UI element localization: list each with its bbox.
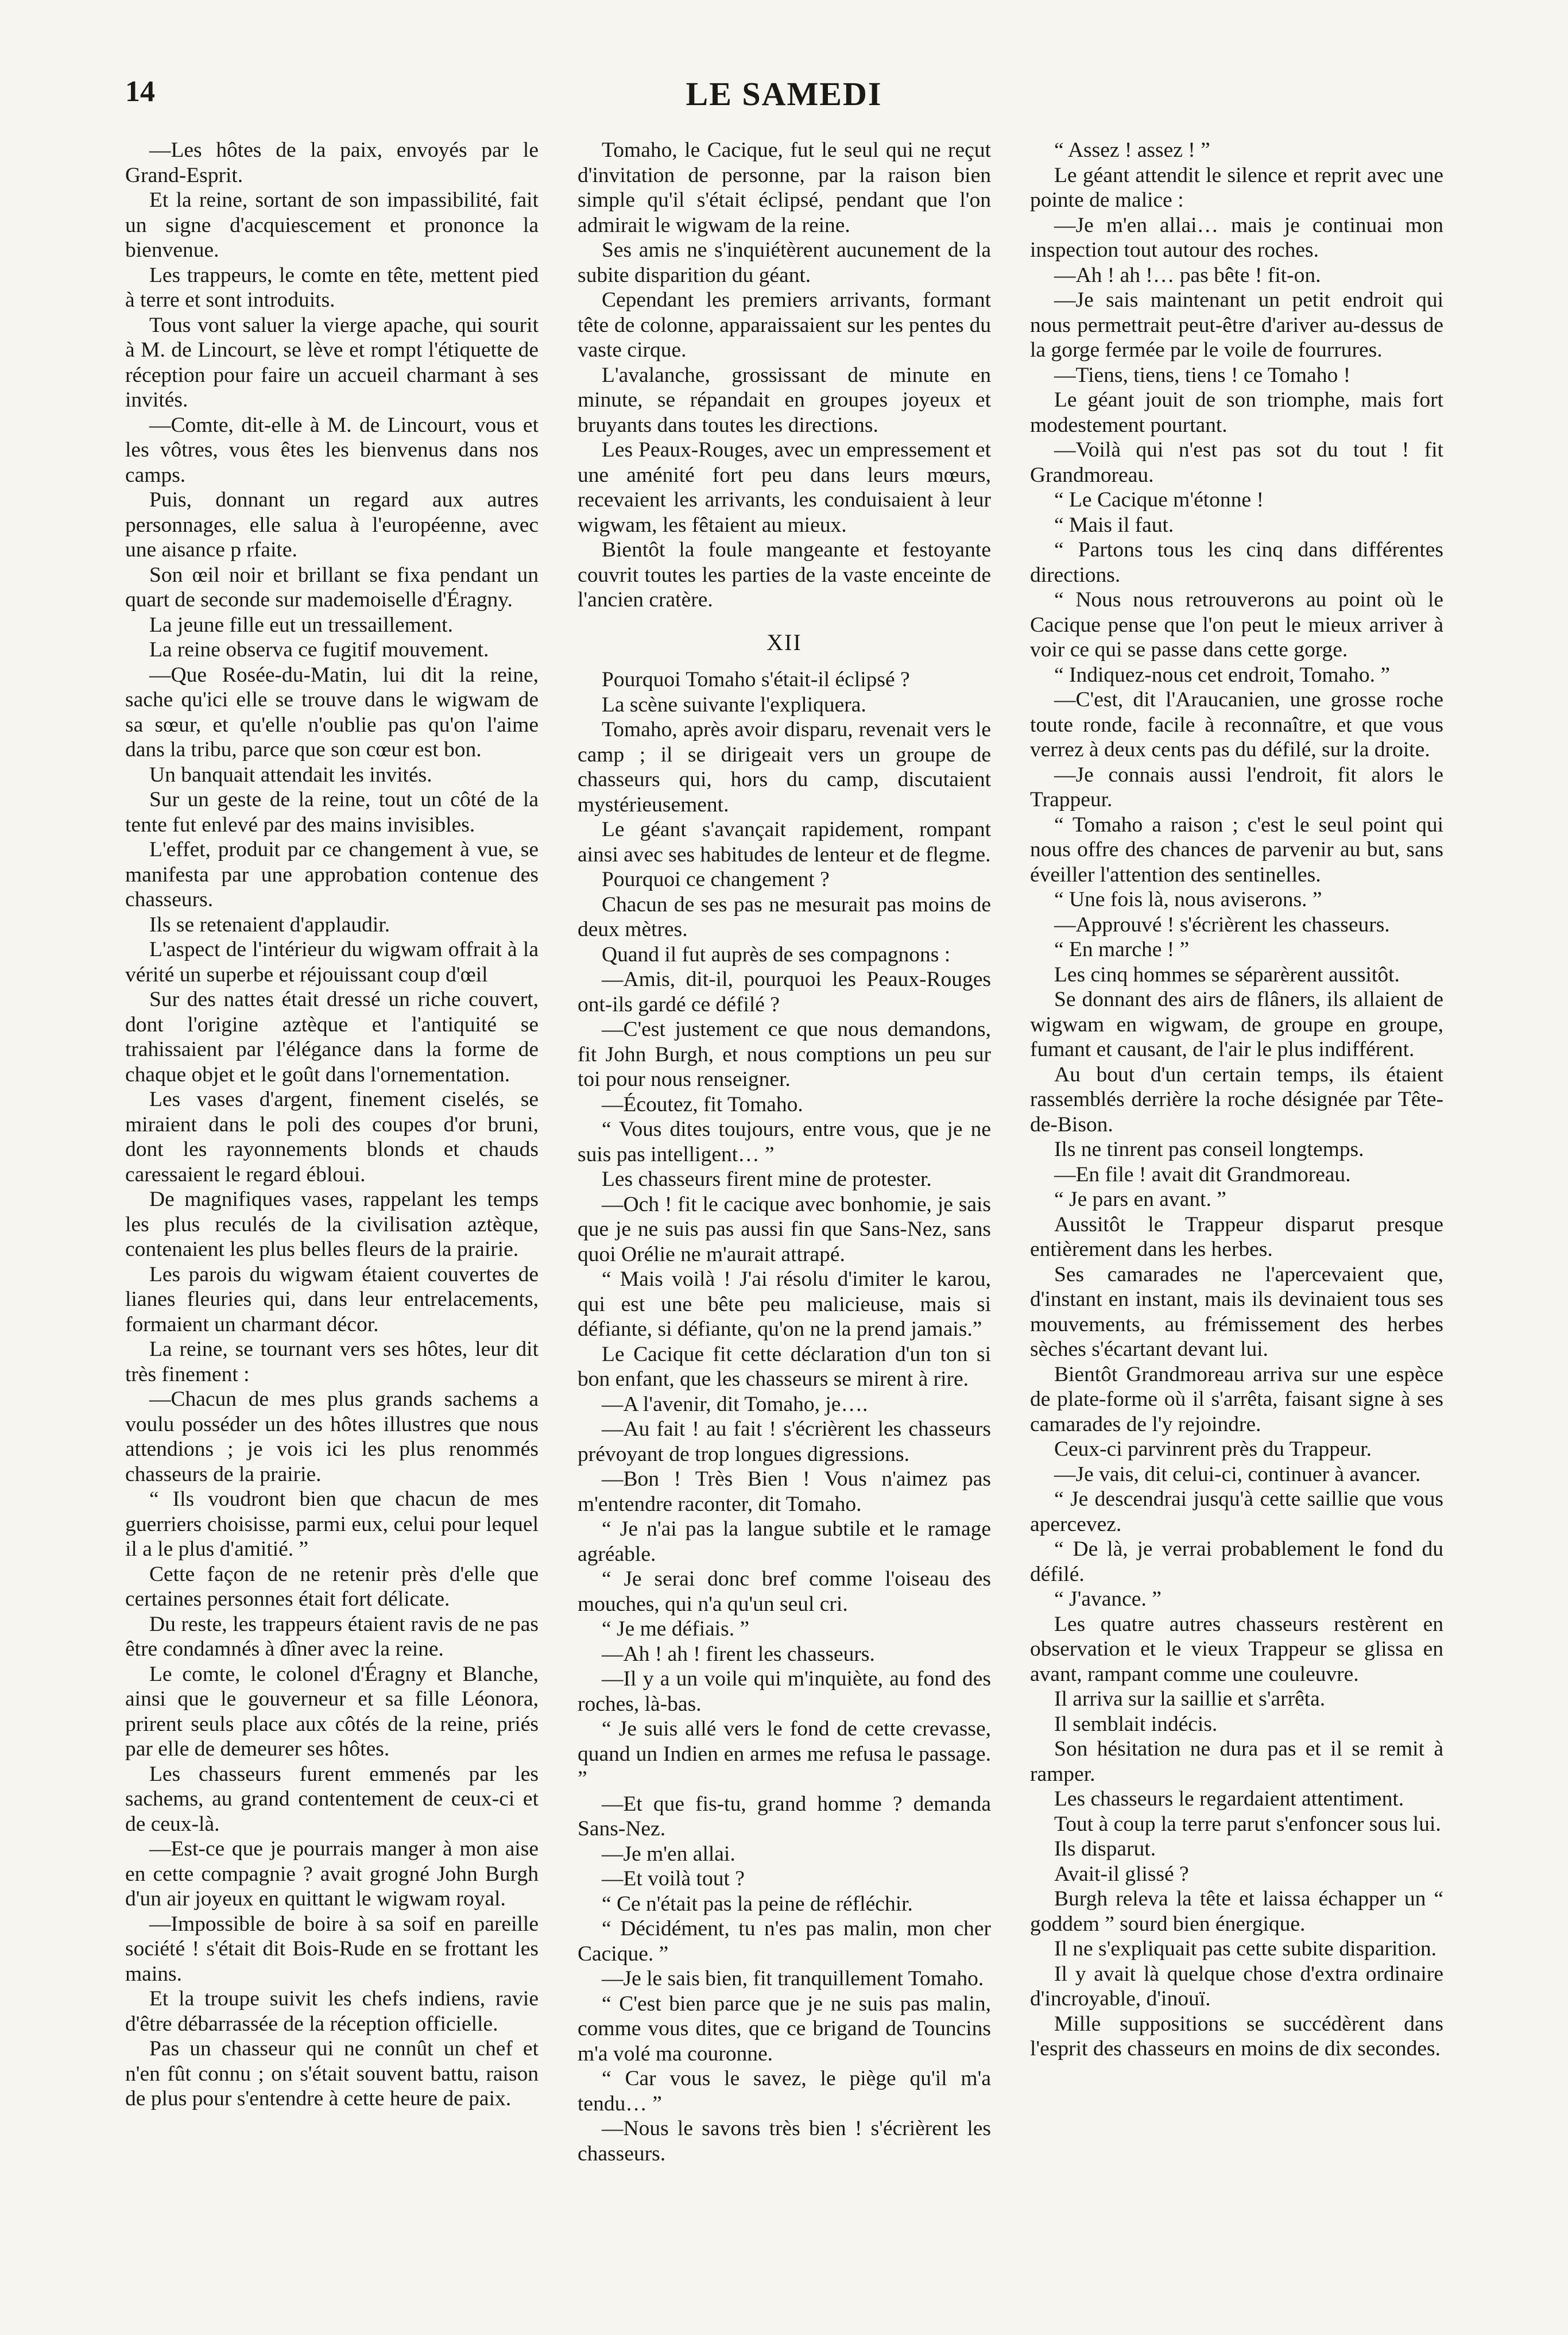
paragraph: Le comte, le colonel d'Éragny et Blanche, ainsi que le gouverneur et sa fille Léonora, prirent seuls place aux côtés de la reine, priés par elle de demeurer ses hôtes. xyxy=(125,1662,539,1761)
paragraph: Tous vont saluer la vierge apache, qui sourit à M. de Lincourt, se lève et rompt l'étiquette de réception pour faire un accueil charmant à ses invités. xyxy=(125,313,539,412)
paragraph: Le géant s'avançait rapidement, rompant ainsi avec ses habitudes de lenteur et de flegme. xyxy=(578,818,991,867)
paragraph: —Ah ! ah !… pas bête ! fit-on. xyxy=(1054,263,1321,287)
paragraph: L'aspect de l'intérieur du wigwam offrait à la vérité un superbe et réjouissant coup d'œil xyxy=(125,938,539,987)
paragraph: “ Mais voilà ! J'ai résolu d'imiter le karou, qui est une bête peu malicieuse, mais si défiante, si défiante, qu'on ne la prend jamais.” xyxy=(578,1267,991,1341)
paragraph: La reine, se tournant vers ses hôtes, leur dit très finement : xyxy=(125,1337,539,1386)
paragraph: “ C'est bien parce que je ne suis pas malin, comme vous dites, que ce brigand de Touncins m'a volé ma couronne. xyxy=(578,1992,991,2066)
paragraph: Il arriva sur la saillie et s'arrêta. xyxy=(1054,1687,1326,1711)
paragraph: —Que Rosée-du-Matin, lui dit la reine, sache qu'ici elle se trouve dans le wigwam de sa sœur, et qu'elle n'oublie pas qu'on l'aime dans la tribu, parce que son cœur est bon. xyxy=(125,663,539,761)
paragraph: Se donnant des airs de flâners, ils allaient de wigwam en wigwam, de groupe en groupe, fumant et causant, de l'air le plus indifférent. xyxy=(1030,988,1443,1061)
paragraph: Ses camarades ne l'apercevaient que, d'instant en instant, mais ils devinaient tous ses mouvements, au frémissement des herbes sèches s'écartant devant lui. xyxy=(1030,1262,1443,1361)
paragraph: —Je le sais bien, fit tranquillement Tomaho. xyxy=(602,1967,984,1990)
paragraph: Les quatre autres chasseurs restèrent en observation et le vieux Trappeur se glissa en avant, rampant comme une couleuvre. xyxy=(1030,1612,1443,1686)
paragraph: Le géant jouit de son triomphe, mais fort modestement pourtant. xyxy=(1030,388,1443,437)
paragraph: “ Le Cacique m'étonne ! xyxy=(1054,488,1264,512)
paragraph: De magnifiques vases, rappelant les temps les plus reculés de la civilisation aztèque, contenaient les plus belles fleurs de la prairie. xyxy=(125,1188,539,1261)
paragraph: —Je vais, dit celui-ci, continuer à avancer. xyxy=(1054,1462,1421,1486)
paragraph: “ Tomaho a raison ; c'est le seul point qui nous offre des chances de parvenir au but, sans éveiller l'attention des sentinelles. xyxy=(1030,813,1443,887)
paragraph: —Écoutez, fit Tomaho. xyxy=(602,1092,803,1116)
paragraph: “ Vous dites toujours, entre vous, que je ne suis pas intelligent… ” xyxy=(578,1118,991,1166)
page-header xyxy=(125,75,1443,126)
paragraph: Du reste, les trappeurs étaient ravis de ne pas être condamnés à dîner avec la reine. xyxy=(125,1612,539,1661)
paragraph: Il y avait là quelque chose d'extra ordinaire d'incroyable, d'inouï. xyxy=(1030,1962,1443,2011)
paragraph: Tomaho, après avoir disparu, revenait vers le camp ; il se dirigeait vers un groupe de chasseurs qui, hors du camp, discutaient mystérieusement. xyxy=(578,718,991,817)
paragraph: L'effet, produit par ce changement à vue, se manifesta par une approbation contenue des chasseurs. xyxy=(125,838,539,911)
paragraph: Quand il fut auprès de ses compagnons : xyxy=(602,942,951,967)
paragraph: Ils disparut. xyxy=(1054,1837,1156,1861)
paragraph: La scène suivante l'expliquera. xyxy=(602,693,866,717)
paragraph: —Je m'en allai. xyxy=(602,1842,735,1866)
paragraph: “ Ils voudront bien que chacun de mes guerriers choisisse, parmi eux, celui pour lequel il a le plus d'amitié. ” xyxy=(125,1487,539,1561)
paragraph: —En file ! avait dit Grandmoreau. xyxy=(1054,1162,1351,1186)
paragraph: Pas un chasseur qui ne connût un chef et n'en fût connu ; on s'était souvent battu, raison de plus pour s'entendre à cette heure de paix. xyxy=(125,2037,539,2110)
paragraph: “ Décidément, tu n'es pas malin, mon cher Cacique. ” xyxy=(578,1917,991,1966)
paragraph: Son œil noir et brillant se fixa pendant un quart de seconde sur mademoiselle d'Éragny. xyxy=(125,563,539,612)
paragraph: “ J'avance. ” xyxy=(1054,1587,1162,1611)
paragraph: Un banquait attendait les invités. xyxy=(149,763,432,787)
paragraph: Puis, donnant un regard aux autres personnages, elle salua à l'européenne, avec une aisance p rfaite. xyxy=(125,488,539,562)
paragraph: Ceux-ci parvinrent près du Trappeur. xyxy=(1054,1437,1372,1461)
paragraph: Son hésitation ne dura pas et il se remit à ramper. xyxy=(1030,1737,1443,1786)
paragraph: Tout à coup la terre parut s'enfoncer sous lui. xyxy=(1054,1812,1441,1836)
paragraph: “ Je descendrai jusqu'à cette saillie que vous apercevez. xyxy=(1030,1487,1443,1536)
paragraph: “ Car vous le savez, le piège qu'il m'a tendu… ” xyxy=(578,2067,991,2116)
paragraph: Chacun de ses pas ne mesurait pas moins de deux mètres. xyxy=(578,892,991,941)
paragraph: “ De là, je verrai probablement le fond du défilé. xyxy=(1030,1537,1443,1586)
paragraph: “ Je n'ai pas la langue subtile et le ramage agréable. xyxy=(578,1517,991,1566)
paragraph: “ Une fois là, nous aviserons. ” xyxy=(1054,888,1322,911)
paragraph: “ Mais il faut. xyxy=(1054,513,1174,537)
paragraph: —C'est justement ce que nous demandons, fit John Burgh, et nous comptions un peu sur toi pour nous renseigner. xyxy=(578,1018,991,1091)
paragraph: Les vases d'argent, finement ciselés, se miraient dans le poli des coupes d'or bruni, dont les rayonnements blonds et chauds caressaient le regard ébloui. xyxy=(125,1088,539,1186)
page-number: 14 xyxy=(125,75,155,108)
paragraph: Il semblait indécis. xyxy=(1054,1712,1218,1736)
paragraph: —Ah ! ah ! firent les chasseurs. xyxy=(602,1642,875,1666)
paragraph: —Amis, dit-il, pourquoi les Peaux-Rouges ont-ils gardé ce défilé ? xyxy=(578,968,991,1016)
paragraph: Ses amis ne s'inquiétèrent aucunement de la subite disparition du géant. xyxy=(578,238,991,287)
paragraph: Ils ne tinrent pas conseil longtemps. xyxy=(1054,1138,1364,1161)
paragraph: Sur des nattes était dressé un riche couvert, dont l'origine aztèque et l'antiquité se trahissaient par l'élégance dans la forme de chaque objet et le goût dans l'ornementation. xyxy=(125,988,539,1087)
column-3 xyxy=(1030,138,1443,2240)
paragraph: Les chasseurs le regardaient attentiment. xyxy=(1054,1787,1404,1811)
paragraph: —A l'avenir, dit Tomaho, je…. xyxy=(602,1392,868,1416)
paragraph: —Impossible de boire à sa soif en pareille société ! s'était dit Bois-Rude en se frottant les mains. xyxy=(125,1912,539,1986)
paragraph: Les trappeurs, le comte en tête, mettent pied à terre et sont introduits. xyxy=(125,263,539,312)
section-heading: XII xyxy=(766,629,802,655)
paragraph: Pourquoi Tomaho s'était-il éclipsé ? xyxy=(602,668,910,691)
paragraph: Aussitôt le Trappeur disparut presque entièrement dans les herbes. xyxy=(1030,1212,1443,1261)
paragraph: Tomaho, le Cacique, fut le seul qui ne reçut d'invitation de personne, par la raison bien simple qu'il s'était éclipsé, pendant que l'on admirait le wigwam de la reine. xyxy=(578,138,991,237)
paragraph: Et la reine, sortant de son impassibilité, fait un signe d'acquiescement et prononce la bienvenue. xyxy=(125,188,539,262)
paragraph: L'avalanche, grossissant de minute en minute, se répandait en groupes joyeux et bruyants dans toutes les directions. xyxy=(578,363,991,437)
paragraph: “ Partons tous les cinq dans différentes directions. xyxy=(1030,538,1443,587)
paragraph: —Je m'en allai… mais je continuai mon inspection tout autour des roches. xyxy=(1030,213,1443,262)
paragraph: Les cinq hommes se séparèrent aussitôt. xyxy=(1054,962,1400,987)
paragraph: —Il y a un voile qui m'inquiète, au fond des roches, là-bas. xyxy=(578,1667,991,1716)
paragraph: —Nous le savons très bien ! s'écrièrent les chasseurs. xyxy=(578,2117,991,2166)
paragraph: “ Ce n'était pas la peine de réfléchir. xyxy=(602,1892,913,1916)
paragraph: “ Assez ! assez ! ” xyxy=(1054,138,1210,162)
paragraph: —Je sais maintenant un petit endroit qui nous permettrait peut-être d'ariver au-dessus de la gorge fermée par le voile de fourrures. xyxy=(1030,288,1443,362)
paragraph: Bientôt Grandmoreau arriva sur une espèce de plate-forme où il s'arrêta, faisant signe à ses camarades de l'y rejoindre. xyxy=(1030,1362,1443,1436)
paragraph: Le géant attendit le silence et reprit avec une pointe de malice : xyxy=(1030,163,1443,212)
paragraph: —C'est, dit l'Araucanien, une grosse roche toute ronde, facile à reconnaître, et que vous verrez à deux cents pas du défilé, sur la droite. xyxy=(1030,688,1443,761)
paragraph: Les chasseurs furent emmenés par les sachems, au grand contentement de ceux-ci et de ceux-là. xyxy=(125,1762,539,1836)
paragraph: Mille suppositions se succédèrent dans l'esprit des chasseurs en moins de dix secondes. xyxy=(1030,2012,1443,2060)
paragraph: Au bout d'un certain temps, ils étaient rassemblés derrière la roche désignée par Tête-de-Bison. xyxy=(1030,1062,1443,1136)
paragraph: “ Je me défiais. ” xyxy=(602,1617,750,1641)
paragraph: —Comte, dit-elle à M. de Lincourt, vous et les vôtres, vous êtes les bienvenus dans nos camps. xyxy=(125,413,539,487)
paragraph: —Est-ce que je pourrais manger à mon aise en cette compagnie ? avait grogné John Burgh d'un air joyeux en quittant le wigwam royal. xyxy=(125,1837,539,1911)
paragraph: “ Je serai donc bref comme l'oiseau des mouches, qui n'a qu'un seul cri. xyxy=(578,1567,991,1616)
running-title: LE SAMEDI xyxy=(686,75,882,113)
paragraph: “ En marche ! ” xyxy=(1054,938,1190,961)
paragraph: “ Nous nous retrouverons au point où le Cacique pense que l'on peut le mieux arriver à voir ce qui se passe dans cette gorge. xyxy=(1030,588,1443,662)
paragraph: Ils se retenaient d'applaudir. xyxy=(149,913,390,937)
paragraph: Sur un geste de la reine, tout un côté de la tente fut enlevé par des mains invisibles. xyxy=(125,788,539,837)
paragraph: La reine observa ce fugitif mouvement. xyxy=(149,638,489,662)
paragraph: —Je connais aussi l'endroit, fit alors le Trappeur. xyxy=(1030,763,1443,811)
paragraph: Et la troupe suivit les chefs indiens, ravie d'être débarrassée de la réception officielle. xyxy=(125,1987,539,2036)
paragraph: —Et que fis-tu, grand homme ? demanda Sans-Nez. xyxy=(578,1792,991,1841)
paragraph: —Och ! fit le cacique avec bonhomie, je sais que je ne suis pas aussi fin que Sans-Nez, sans quoi Orélie ne m'aurait attrapé. xyxy=(578,1192,991,1266)
paragraph: Bientôt la foule mangeante et festoyante couvrit toutes les parties de la vaste enceinte de l'ancien cratère. xyxy=(578,538,991,612)
paragraph: —Approuvé ! s'écrièrent les chasseurs. xyxy=(1054,913,1390,937)
paragraph: Les parois du wigwam étaient couvertes de lianes fleuries qui, dans leur entrelacements, formaient un charmant décor. xyxy=(125,1262,539,1336)
paragraph: La jeune fille eut un tressaillement. xyxy=(149,613,453,637)
paragraph: Avait-il glissé ? xyxy=(1054,1862,1189,1886)
paragraph: —Voilà qui n'est pas sot du tout ! fit Grandmoreau. xyxy=(1030,438,1443,487)
text-columns xyxy=(125,138,1443,2240)
paragraph: —Les hôtes de la paix, envoyés par le Grand-Esprit. xyxy=(125,138,539,187)
paragraph: “ Je pars en avant. ” xyxy=(1054,1188,1226,1211)
paragraph: Pourquoi ce changement ? xyxy=(602,868,830,891)
paragraph: —Bon ! Très Bien ! Vous n'aimez pas m'entendre raconter, dit Tomaho. xyxy=(578,1467,991,1516)
paragraph: “ Je suis allé vers le fond de cette crevasse, quand un Indien en armes me refusa le passage. ” xyxy=(578,1717,991,1791)
column-1 xyxy=(125,138,539,2240)
paragraph: Le Cacique fit cette déclaration d'un ton si bon enfant, que les chasseurs se mirent à rire. xyxy=(578,1342,991,1391)
paragraph: —Au fait ! au fait ! s'écrièrent les chasseurs prévoyant de trop longues digressions. xyxy=(578,1417,991,1466)
paragraph: Les Peaux-Rouges, avec un empressement et une aménité fort peu dans leurs mœurs, recevaient les arrivants, les conduisaient à leur wigwam, les fêtaient au mieux. xyxy=(578,438,991,537)
paragraph: “ Indiquez-nous cet endroit, Tomaho. ” xyxy=(1054,663,1391,687)
paragraph: Cependant les premiers arrivants, formant tête de colonne, apparaissaient sur les pentes du vaste cirque. xyxy=(578,288,991,362)
paragraph: Burgh releva la tête et laissa échapper un “ goddem ” sourd bien énergique. xyxy=(1030,1887,1443,1936)
paragraph: —Chacun de mes plus grands sachems a voulu posséder un des hôtes illustres que nous attendions ; je vois ici les plus renommés chasseurs de la prairie. xyxy=(125,1387,539,1486)
paragraph: Il ne s'expliquait pas cette subite disparition. xyxy=(1054,1937,1437,1961)
paragraph: Les chasseurs firent mine de protester. xyxy=(602,1168,932,1191)
paragraph: —Et voilà tout ? xyxy=(602,1867,745,1891)
paragraph: —Tiens, tiens, tiens ! ce Tomaho ! xyxy=(1054,363,1351,387)
paragraph: Cette façon de ne retenir près d'elle que certaines personnes était fort délicate. xyxy=(125,1562,539,1611)
column-2 xyxy=(578,138,991,2240)
